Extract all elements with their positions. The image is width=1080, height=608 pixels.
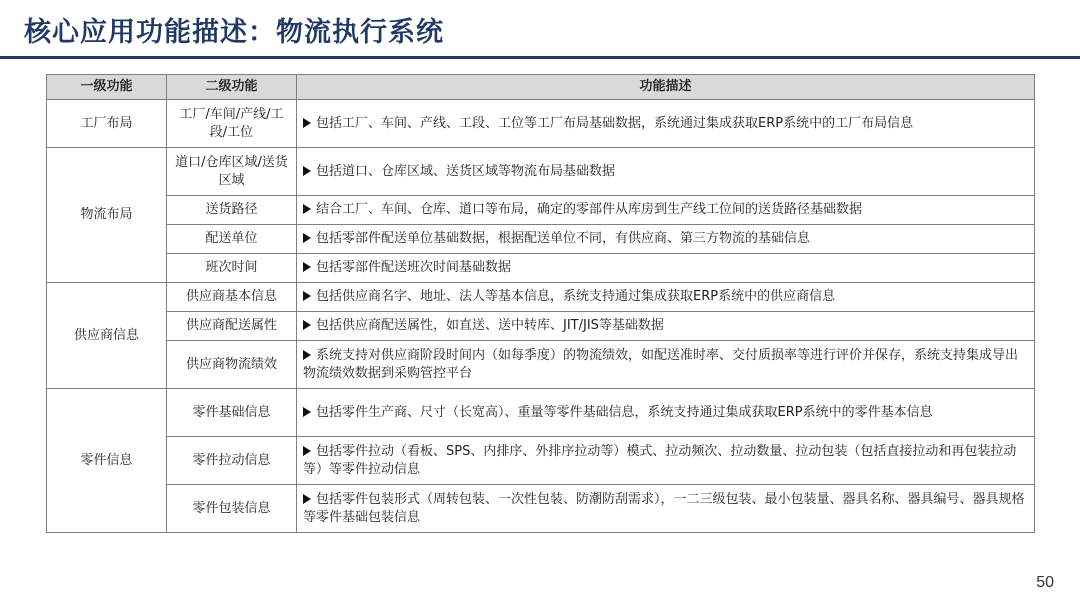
description-text: 包括供应商名字、地址、法人等基本信息，系统支持通过集成获取ERP系统中的供应商信息	[316, 289, 836, 304]
description-text: 包括零部件配送单位基础数据，根据配送单位不同，有供应商、第三方物流的基础信息	[316, 231, 811, 246]
bullet-icon	[303, 407, 311, 417]
description-cell	[297, 283, 1035, 312]
description-cell	[297, 254, 1035, 283]
bullet-icon	[303, 204, 311, 214]
page-number: 50	[1036, 574, 1054, 591]
bullet-icon	[303, 291, 311, 301]
function-table	[46, 74, 1035, 533]
description-text: 包括零件生产商、尺寸（长宽高）、重量等零件基础信息，系统支持通过集成获取ERP系统中的零件基本信息	[316, 404, 933, 420]
description-cell	[297, 341, 1035, 389]
table-row	[47, 148, 1035, 196]
description-text: 包括工厂、车间、产线、工段、工位等工厂布局基础数据，系统通过集成获取ERP系统中的工厂布局信息	[316, 115, 914, 131]
bullet-icon	[303, 494, 311, 504]
table-row	[47, 283, 1035, 312]
table-row	[47, 485, 1035, 533]
level2-cell: 送货路径	[167, 196, 297, 225]
level1-cell: 物流布局	[47, 148, 167, 283]
description-text: 包括道口、仓库区域、送货区域等物流布局基础数据	[316, 163, 616, 179]
table-row	[47, 341, 1035, 389]
description-cell	[297, 100, 1035, 148]
description-cell	[297, 225, 1035, 254]
title-divider	[0, 56, 1080, 59]
description-cell	[297, 312, 1035, 341]
level2-cell: 零件拉动信息	[167, 437, 297, 485]
bullet-icon	[303, 320, 311, 330]
table-row	[47, 437, 1035, 485]
header-description: 功能描述	[297, 75, 1035, 100]
level2-cell: 配送单位	[167, 225, 297, 254]
description-text: 包括零部件配送班次时间基础数据	[316, 260, 512, 275]
table-row	[47, 100, 1035, 148]
table-row	[47, 312, 1035, 341]
bullet-icon	[303, 262, 311, 272]
description-cell	[297, 485, 1035, 533]
description-text: 包括供应商配送属性，如直送、送中转库、JIT/JIS等基础数据	[316, 318, 664, 333]
level2-cell: 道口/仓库区域/送货区域	[167, 148, 297, 196]
table-row	[47, 254, 1035, 283]
description-text: 系统支持对供应商阶段时间内（如每季度）的物流绩效，如配送准时率、交付质损率等进行评价并保存，系统支持集成导出物流绩效数据到采购管控平台	[303, 347, 1019, 381]
table-row	[47, 225, 1035, 254]
level1-cell: 供应商信息	[47, 283, 167, 389]
level2-cell: 供应商基本信息	[167, 283, 297, 312]
table-row	[47, 389, 1035, 437]
description-text: 包括零件拉动（看板、SPS、内排序、外排序拉动等）模式、拉动频次、拉动数量、拉动包装（包括直接拉动和再包装拉动等）等零件拉动信息	[303, 443, 1017, 477]
description-text: 包括零件包装形式（周转包装、一次性包装、防潮防刮需求），一二三级包装、最小包装量、器具名称、器具编号、器具规格等零件基础包装信息	[303, 491, 1025, 525]
description-cell	[297, 196, 1035, 225]
level2-cell: 班次时间	[167, 254, 297, 283]
level2-cell: 零件包装信息	[167, 485, 297, 533]
description-text: 结合工厂、车间、仓库、道口等布局，确定的零部件从库房到生产线工位间的送货路径基础数据	[316, 202, 863, 217]
bullet-icon	[303, 233, 311, 243]
description-cell	[297, 437, 1035, 485]
level1-cell: 零件信息	[47, 389, 167, 533]
bullet-icon	[303, 118, 311, 128]
bullet-icon	[303, 166, 311, 176]
bullet-icon	[303, 446, 311, 456]
table-row	[47, 196, 1035, 225]
header-level1: 一级功能	[47, 75, 167, 100]
level2-cell: 供应商配送属性	[167, 312, 297, 341]
level2-cell: 供应商物流绩效	[167, 341, 297, 389]
description-cell	[297, 148, 1035, 196]
description-cell	[297, 389, 1035, 437]
table-header-row	[47, 75, 1035, 100]
header-level2: 二级功能	[167, 75, 297, 100]
level1-cell: 工厂布局	[47, 100, 167, 148]
level2-cell: 工厂/车间/产线/工段/工位	[167, 100, 297, 148]
level2-cell: 零件基础信息	[167, 389, 297, 437]
bullet-icon	[303, 350, 311, 360]
page-title: 核心应用功能描述：物流执行系统	[24, 17, 444, 48]
